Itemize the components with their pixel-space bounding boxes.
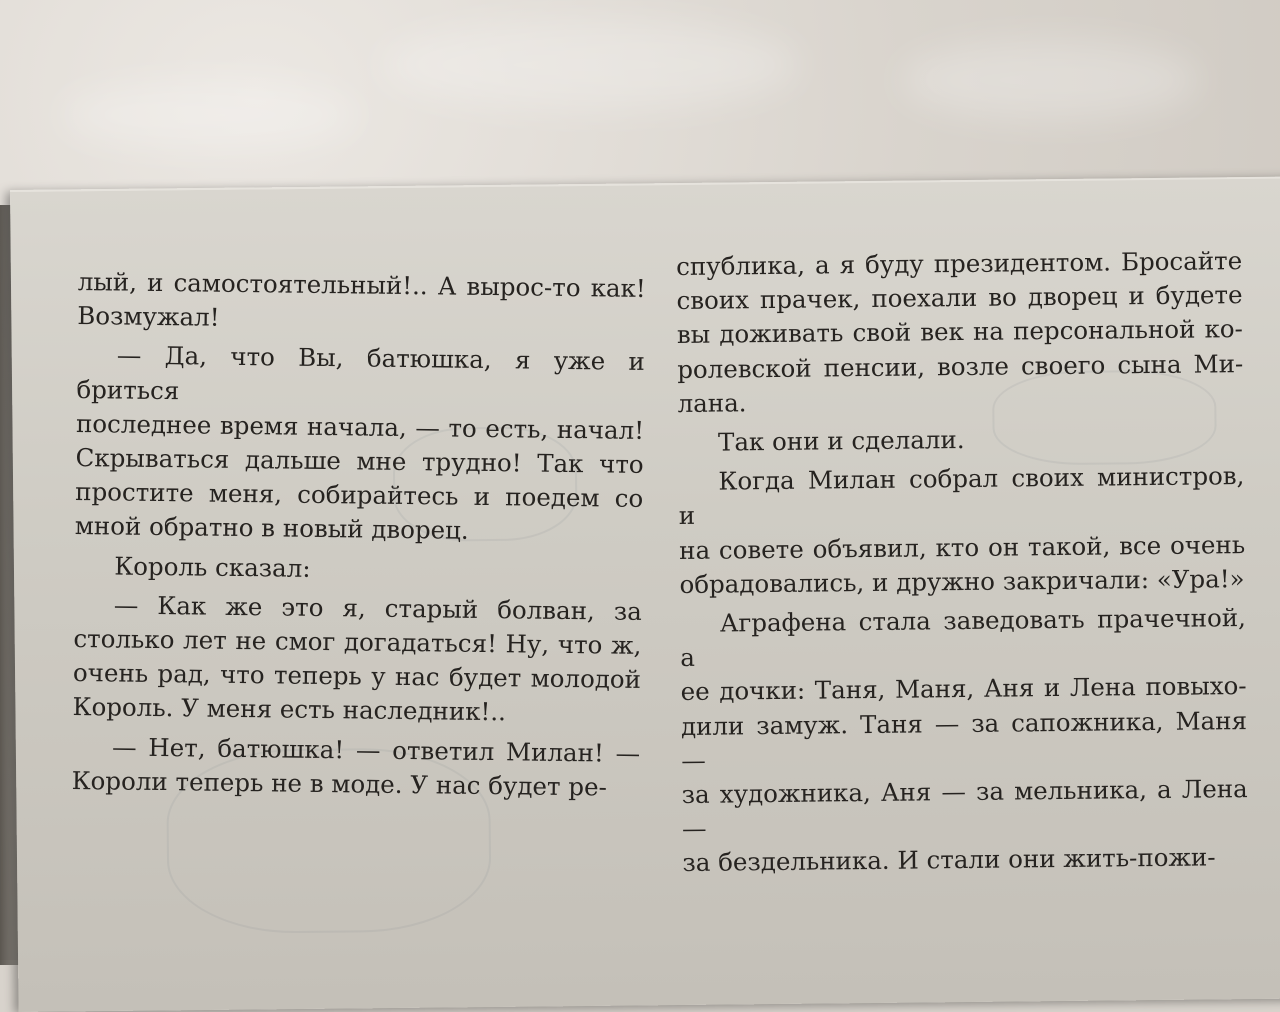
text-line: за художника, Аня — за мельника, а Лена —: [681, 774, 1248, 844]
text-line: — Да, что Вы, батюшка, я уже и бриться: [76, 340, 646, 405]
text-line: своих прачек, поехали во дворец и будете: [676, 280, 1243, 316]
right-text-column: [676, 244, 1249, 881]
text-line: Возмужал!: [77, 301, 220, 332]
text-line: за бездельника. И стали они жить-пожи-: [682, 842, 1216, 878]
text-line: — Нет, батюшка! — ответил Милан! —: [111, 732, 641, 768]
text-line: ролевской пенсии, возле своего сына Ми-: [677, 348, 1244, 384]
text-line: Так они и сделали.: [717, 425, 965, 457]
text-line: столько лет не смог догадаться! Ну, что ж,: [73, 624, 642, 660]
text-line: мной обратно в новый дворец.: [74, 511, 469, 546]
text-line: Скрываться дальше мне трудно! Так что: [75, 443, 644, 479]
text-line: Когда Милан собрал своих министров, и: [678, 461, 1245, 531]
text-line: дили замуж. Таня — за сапожника, Маня —: [680, 705, 1248, 775]
text-line: последнее время начала, — то есть, начал!: [75, 408, 645, 445]
sheet-fold: [380, 20, 800, 110]
text-line: Король. У меня есть наследник!..: [72, 692, 507, 727]
text-line: лый, и самостоятельный!.. А вырос-то как!: [77, 266, 646, 303]
text-line: на совете объявил, кто он такой, все очень: [678, 529, 1246, 565]
text-line: очень рад, что теперь у нас будет молодой: [72, 658, 642, 695]
sheet-fold: [60, 80, 360, 150]
text-line: спублика, а я буду президентом. Бросайте: [676, 246, 1243, 281]
text-line: — Как же это я, старый болван, за: [113, 590, 642, 626]
text-line: вы доживать свой век на персональной ко-: [676, 314, 1244, 350]
text-line: простите меня, собирайтесь и поедем со: [75, 477, 644, 514]
left-text-column: [71, 265, 645, 805]
text-line: лана.: [677, 388, 747, 418]
text-line: Короли теперь не в моде. У нас будет ре-: [71, 765, 608, 802]
text-line: Король сказал:: [114, 551, 311, 583]
text-line: Аграфена стала заведовать прачечной, а: [680, 603, 1247, 673]
text-line: ее дочки: Таня, Маня, Аня и Лена повыхо-: [680, 671, 1247, 707]
text-line: обрадовались, и дружно закричали: «Ура!»: [679, 563, 1245, 599]
sheet-fold: [900, 40, 1200, 120]
